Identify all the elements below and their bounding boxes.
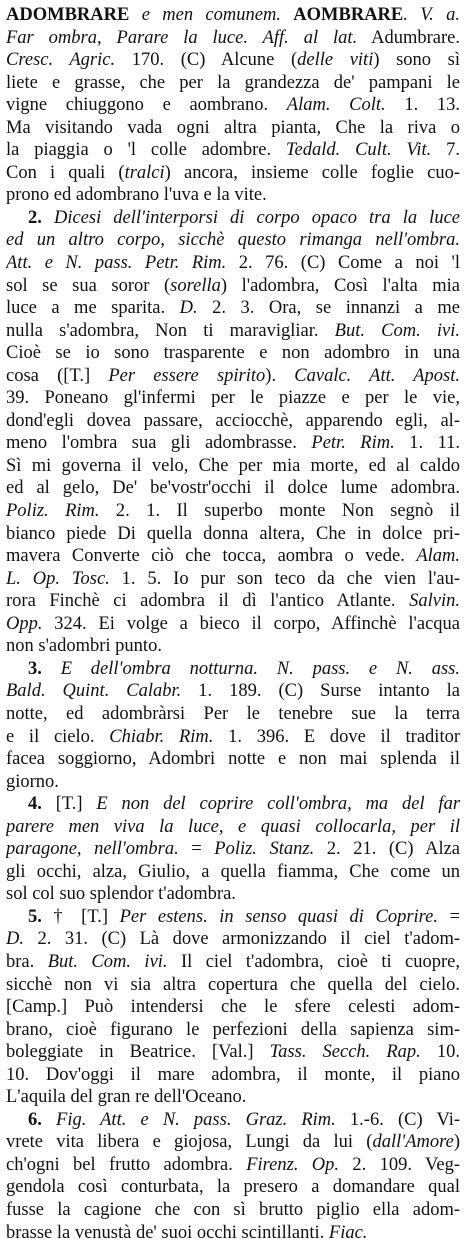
- text-run: Ma visitando vada ogni altra pianta, Che la riva o: [6, 117, 460, 138]
- italic-text: But. Com. ivi.: [47, 951, 168, 972]
- sense-number: 2.: [28, 207, 42, 228]
- text-run: 1. 189. (C) Surse intanto la: [181, 681, 460, 702]
- italic-text: e men comunem.: [129, 5, 294, 25]
- italic-text: D.: [6, 929, 24, 950]
- text-run: =: [178, 839, 215, 860]
- text-run: 2. 3. Ora, se innanzi a me: [197, 298, 460, 319]
- text-line: [6, 1199, 460, 1222]
- italic-text: Fiac.: [328, 1222, 368, 1243]
- text-line: [6, 861, 460, 884]
- text-run: =: [438, 906, 460, 927]
- text-line: [6, 477, 460, 500]
- text-run: notte, ed adombràrsi Per le tenebre sue la terra: [6, 703, 460, 724]
- text-run: † [T.]: [41, 906, 120, 927]
- italic-text: Firenz. Op.: [246, 1154, 340, 1175]
- text-line: [6, 523, 460, 546]
- italic-text: Far ombra, Parare la luce. Aff. al lat.: [6, 27, 358, 48]
- text-line: [6, 117, 460, 140]
- text-line: [6, 500, 460, 523]
- text-run: bra.: [6, 951, 48, 972]
- text-line: [6, 297, 460, 320]
- text-line: [6, 432, 460, 455]
- italic-text: E non del coprire coll'ombra, ma del far: [96, 794, 460, 815]
- text-run: sol col suo splendor t'adombra.: [6, 884, 236, 905]
- text-run: luce a me sparita.: [6, 298, 180, 319]
- text-line: [6, 726, 460, 749]
- text-run: ) sono sì: [373, 50, 460, 71]
- sense-number: 3.: [28, 658, 42, 679]
- text-line: [6, 27, 460, 50]
- text-run: mavera Converte ciò che tocca, aombra o vede.: [6, 546, 417, 567]
- text-line: [6, 94, 460, 117]
- text-line: [6, 635, 460, 658]
- text-line: [6, 545, 460, 568]
- text-line: [6, 996, 460, 1019]
- italic-text: Per estens. in senso quasi di Coprire.: [119, 906, 439, 927]
- text-line: [6, 883, 460, 906]
- text-line: [6, 906, 460, 929]
- italic-text: L. Op. Tosc.: [6, 568, 110, 589]
- italic-text: . V. a.: [403, 5, 460, 25]
- italic-text: D.: [179, 298, 198, 319]
- text-run: non s'adombri punto.: [6, 636, 162, 657]
- italic-text: Salvin.: [409, 591, 460, 612]
- text-line: [6, 590, 460, 613]
- italic-text: Dicesi dell'interporsi di corpo opaco tra la luce: [41, 207, 460, 228]
- text-line: [6, 1019, 460, 1042]
- text-run: bianco piede Di quella donna altera, Che in dolce pri-: [6, 523, 460, 544]
- text-run: sicchè non vi sia altra copertura che quella del cielo.: [6, 974, 460, 995]
- italic-text: sorella: [170, 275, 221, 296]
- text-run: 2. 21. (C) Alza: [314, 839, 460, 860]
- text-run: rora Finchè ci adombra il dì l'antico Atlante.: [6, 591, 410, 612]
- italic-text: Tedald. Cult. Vit.: [285, 140, 432, 161]
- italic-text: Per essere spirito: [108, 365, 266, 386]
- sense-number: 6.: [28, 1109, 42, 1130]
- text-run: [Camp.] Può intendersi che le sfere celesti adom-: [6, 997, 460, 1018]
- text-line: [6, 703, 460, 726]
- text-run: prono ed adombrano l'uva e la vite.: [6, 185, 267, 206]
- text-line: [6, 658, 460, 681]
- text-run: 10. Dov'oggi il mare adombra, il monte, il piano: [6, 1064, 460, 1085]
- sense-number: 4.: [28, 794, 42, 815]
- text-run: gli occhi, alza, Giulio, a quella fiamma, Che come un: [6, 861, 460, 882]
- text-line: [6, 410, 460, 433]
- text-run: gendola così conturbata, la presero a domandare qual: [6, 1177, 460, 1198]
- text-run: ) ancora, insieme colle foglie cuo-: [164, 162, 460, 183]
- text-line: [6, 748, 460, 771]
- italic-text: Tass. Secch. Rap.: [269, 1042, 421, 1063]
- text-run: sol se sua soror (: [6, 275, 171, 296]
- text-run: Con i quali (: [6, 162, 125, 183]
- italic-text: Fig. Att. e N. pass. Graz. Rim.: [41, 1109, 336, 1130]
- text-line: [6, 184, 460, 207]
- text-run: ) l'adombra, Così l'alta mia: [220, 275, 460, 296]
- text-run: 1. 11.: [394, 433, 460, 454]
- text-line: [6, 680, 460, 703]
- text-run: liete e grasse, che per la grandezza de' pampani le: [6, 72, 460, 93]
- text-run: vrete vita libera e giojosa, Lungi da lui (: [6, 1132, 373, 1153]
- text-run: brasse la venustà de' suoi occhi scintillanti.: [6, 1222, 329, 1243]
- text-run: fusse la cagione che con sì brutto piglio ella adom-: [6, 1199, 460, 1220]
- text-run: cosa ([T.]: [6, 365, 109, 386]
- text-run: vigne chiuggono e aombrano.: [6, 95, 287, 116]
- text-run: meno l'ombra sua gli adombrasse.: [6, 433, 312, 454]
- text-line: [6, 1064, 460, 1087]
- italic-text: Cavalc. Att. Apost.: [294, 365, 460, 386]
- text-line: [6, 455, 460, 478]
- italic-text: Att. e N. pass. Petr. Rim.: [6, 253, 227, 274]
- italic-text: But. Com. ivi.: [334, 320, 460, 341]
- text-line: [6, 229, 460, 252]
- text-run: 1. 396. E dove il traditor: [213, 726, 460, 747]
- text-line: [6, 1176, 460, 1199]
- italic-text: E dell'ombra notturna. N. pass. e N. ass.: [41, 658, 460, 679]
- text-run: ).: [265, 365, 295, 386]
- text-line: [6, 1154, 460, 1177]
- italic-text: Cresc. Agric.: [6, 50, 116, 71]
- text-line: [6, 771, 460, 794]
- text-run: giorno.: [6, 771, 59, 792]
- text-line: [6, 162, 460, 185]
- text-line: [6, 928, 460, 951]
- text-run: ch'ogni bel frutto adombra.: [6, 1154, 247, 1175]
- text-run: 1. 5. Io pur son teco da che vien l'au-: [109, 568, 460, 589]
- text-run: 1. 13.: [385, 95, 460, 116]
- text-line: [6, 974, 460, 997]
- text-line: [6, 4, 460, 27]
- text-run: 2. 31. (C) Là dove armonizzando il ciel t'adom-: [24, 929, 460, 950]
- text-line: [6, 1041, 460, 1064]
- text-run: L'aquila del gran re dell'Oceano.: [6, 1087, 247, 1108]
- text-run: [T.]: [41, 794, 97, 815]
- text-line: [6, 365, 460, 388]
- text-run: 2. 1. Il superbo monte Non segnò il: [99, 501, 460, 522]
- text-line: [6, 1109, 460, 1132]
- italic-text: delle viti: [297, 50, 374, 71]
- text-run: 1.-6. (C) Vi-: [335, 1109, 460, 1130]
- text-line: [6, 951, 460, 974]
- text-run: brano, cioè figurano le perfezioni della sapienza sim-: [6, 1019, 460, 1040]
- text-run: dond'egli dovea passare, acciocchè, apparendo egli, al-: [6, 410, 460, 431]
- text-line: [6, 320, 460, 343]
- italic-text: ed un altro corpo, sicchè questo rimanga nell'ombra.: [6, 230, 460, 251]
- text-line: [6, 568, 460, 591]
- text-line: [6, 275, 460, 298]
- text-line: [6, 72, 460, 95]
- italic-text: Bald. Quint. Calabr.: [6, 681, 182, 702]
- text-run: 324. Ei volge a bieco il corpo, Affinchè l'acqua: [42, 613, 460, 634]
- text-run: facea soggiorno, Adombri notte e non mai splenda il: [6, 749, 460, 770]
- text-run: 39. Poneano gl'infermi per le piazze e per le vie,: [6, 388, 460, 409]
- text-line: [6, 342, 460, 365]
- text-line: [6, 838, 460, 861]
- italic-text: Alam. Colt.: [286, 95, 386, 116]
- text-line: [6, 613, 460, 636]
- sense-number: ADOMBRARE: [6, 5, 130, 25]
- text-line: [6, 1222, 460, 1244]
- italic-text: Poliz. Stanz.: [214, 839, 315, 860]
- italic-text: paragone, nell'ombra.: [6, 839, 179, 860]
- text-run: 2. 109. Veg-: [339, 1154, 460, 1175]
- text-line: [6, 252, 460, 275]
- text-run: Il ciel t'adombra, cioè ti cuopre,: [167, 951, 460, 972]
- text-run: Cioè se io sono trasparente e non adombro in una: [6, 343, 460, 364]
- text-line: [6, 1086, 460, 1109]
- italic-text: Chiabr. Rim.: [109, 726, 214, 747]
- text-line: [6, 816, 460, 839]
- text-run: nulla s'adombra, Non ti maravigliar.: [6, 320, 335, 341]
- text-run: e il cielo.: [6, 726, 110, 747]
- text-line: [6, 207, 460, 230]
- text-run: Sì mi governa il velo, Che per mia morte, ed al caldo: [6, 455, 460, 476]
- text-run: ): [453, 1132, 460, 1153]
- text-run: Adumbrare.: [357, 27, 460, 48]
- italic-text: parere men viva la luce, e quasi collocarla, per il: [6, 816, 460, 837]
- italic-text: Petr. Rim.: [311, 433, 395, 454]
- text-line: [6, 49, 460, 72]
- sense-number: 5.: [28, 906, 42, 927]
- text-line: [6, 139, 460, 162]
- italic-text: Opp.: [6, 613, 43, 634]
- italic-text: tralci: [124, 162, 165, 183]
- text-run: ed al gelo, De' be'vostr'occhi il dolce lume adombra.: [6, 478, 460, 499]
- text-run: 2. 76. (C) Come a noi 'l: [226, 253, 460, 274]
- italic-text: Poliz. Rim.: [6, 501, 100, 522]
- italic-text: dall'Amore: [372, 1132, 454, 1153]
- sense-number: AOMBRARE: [293, 5, 404, 25]
- italic-text: Alam.: [416, 546, 460, 567]
- text-line: [6, 387, 460, 410]
- text-line: [6, 793, 460, 816]
- text-run: 7.: [431, 140, 460, 161]
- text-run: la piaggia o 'l colle adombre.: [6, 140, 286, 161]
- text-run: boleggiate in Beatrice. [Val.]: [6, 1042, 270, 1063]
- text-line: [6, 1131, 460, 1154]
- text-run: 10.: [420, 1042, 460, 1063]
- text-run: 170. (C) Alcune (: [115, 50, 298, 71]
